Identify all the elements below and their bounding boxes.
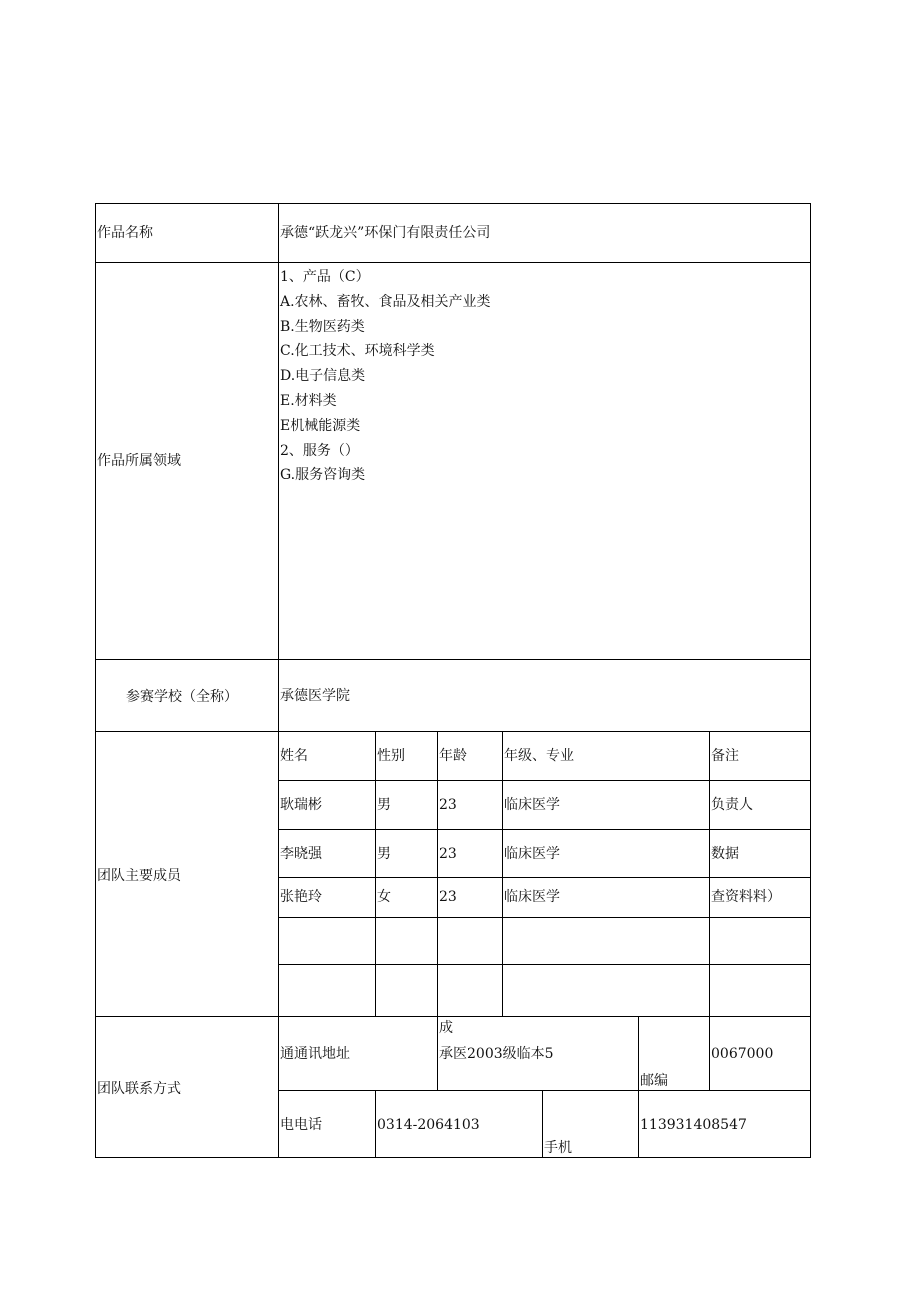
header-name: 姓名 [280, 748, 308, 764]
school-value: 承德医学院 [280, 688, 350, 704]
table-border [810, 203, 811, 1158]
table-border [437, 731, 438, 1017]
domain-item: 1、产品（C） [280, 269, 370, 285]
member-gender: 男 [377, 846, 391, 862]
table-border [278, 780, 811, 781]
table-border [278, 203, 279, 1158]
postcode-value: 0067000 [711, 1046, 774, 1062]
domain-item: A.农林、畜牧、食品及相关产业类 [280, 293, 491, 310]
member-major: 临床医学 [504, 889, 560, 905]
domain-item: B.生物医药类 [280, 318, 365, 335]
member-note: 查资料料） [711, 889, 781, 905]
table-border [437, 1016, 438, 1091]
table-border [278, 917, 811, 918]
work-name-label: 作品名称 [97, 225, 153, 241]
member-gender: 女 [377, 889, 391, 905]
member-name: 李晓强 [280, 846, 322, 862]
table-border [502, 731, 503, 1017]
mobile-label: 手机 [544, 1140, 572, 1156]
table-border [375, 1090, 376, 1158]
member-name: 张艳玲 [280, 889, 322, 905]
domain-list [280, 265, 491, 488]
table-border [709, 731, 710, 1017]
member-note: 数据 [711, 846, 739, 862]
member-age: 23 [439, 797, 457, 813]
header-gender: 性别 [377, 748, 405, 764]
member-name: 耿瑞彬 [280, 797, 322, 813]
domain-label: 作品所属领域 [97, 453, 181, 469]
table-border [95, 659, 811, 660]
address-line2: 承医2003级临本5 [439, 1046, 554, 1062]
table-border [95, 262, 811, 263]
postcode-label: 邮编 [640, 1073, 668, 1089]
member-major: 临床医学 [504, 846, 560, 862]
table-border [278, 964, 811, 965]
table-border [95, 203, 811, 204]
member-age: 23 [439, 889, 457, 905]
table-border [375, 731, 376, 1017]
work-name-value: 承德“跃龙兴”环保门有限责任公司 [280, 225, 491, 241]
table-border [95, 1157, 811, 1158]
member-age: 23 [439, 846, 457, 862]
table-border [638, 1016, 639, 1158]
table-border [709, 1016, 710, 1091]
table-border [278, 1090, 811, 1091]
table-border [542, 1090, 543, 1158]
member-note: 负责人 [711, 797, 753, 813]
table-border [278, 877, 811, 878]
phone-label: 电电话 [280, 1117, 322, 1133]
mobile-value: 113931408547 [640, 1117, 747, 1133]
address-label: 通通讯地址 [280, 1046, 350, 1062]
domain-item: E机械能源类 [280, 417, 361, 434]
domain-item: 2、服务（） [280, 442, 359, 459]
header-age: 年龄 [439, 748, 467, 764]
member-gender: 男 [377, 797, 391, 813]
contact-label: 团队联系方式 [97, 1081, 181, 1097]
table-border [95, 1016, 811, 1017]
header-major: 年级、专业 [504, 748, 574, 764]
address-line1: 成 [439, 1020, 453, 1036]
school-label: 参赛学校（全称） [126, 689, 238, 705]
phone-value: 0314-2064103 [377, 1117, 480, 1133]
domain-item: C.化工技术、环境科学类 [280, 343, 435, 360]
table-border [95, 203, 96, 1158]
member-major: 临床医学 [504, 797, 560, 813]
domain-item: G.服务咨询类 [280, 467, 366, 484]
domain-item: D.电子信息类 [280, 368, 366, 385]
table-border [278, 829, 811, 830]
team-label: 团队主要成员 [97, 868, 181, 884]
table-border [95, 731, 811, 732]
domain-item: E.材料类 [280, 392, 337, 409]
header-note: 备注 [711, 748, 739, 764]
